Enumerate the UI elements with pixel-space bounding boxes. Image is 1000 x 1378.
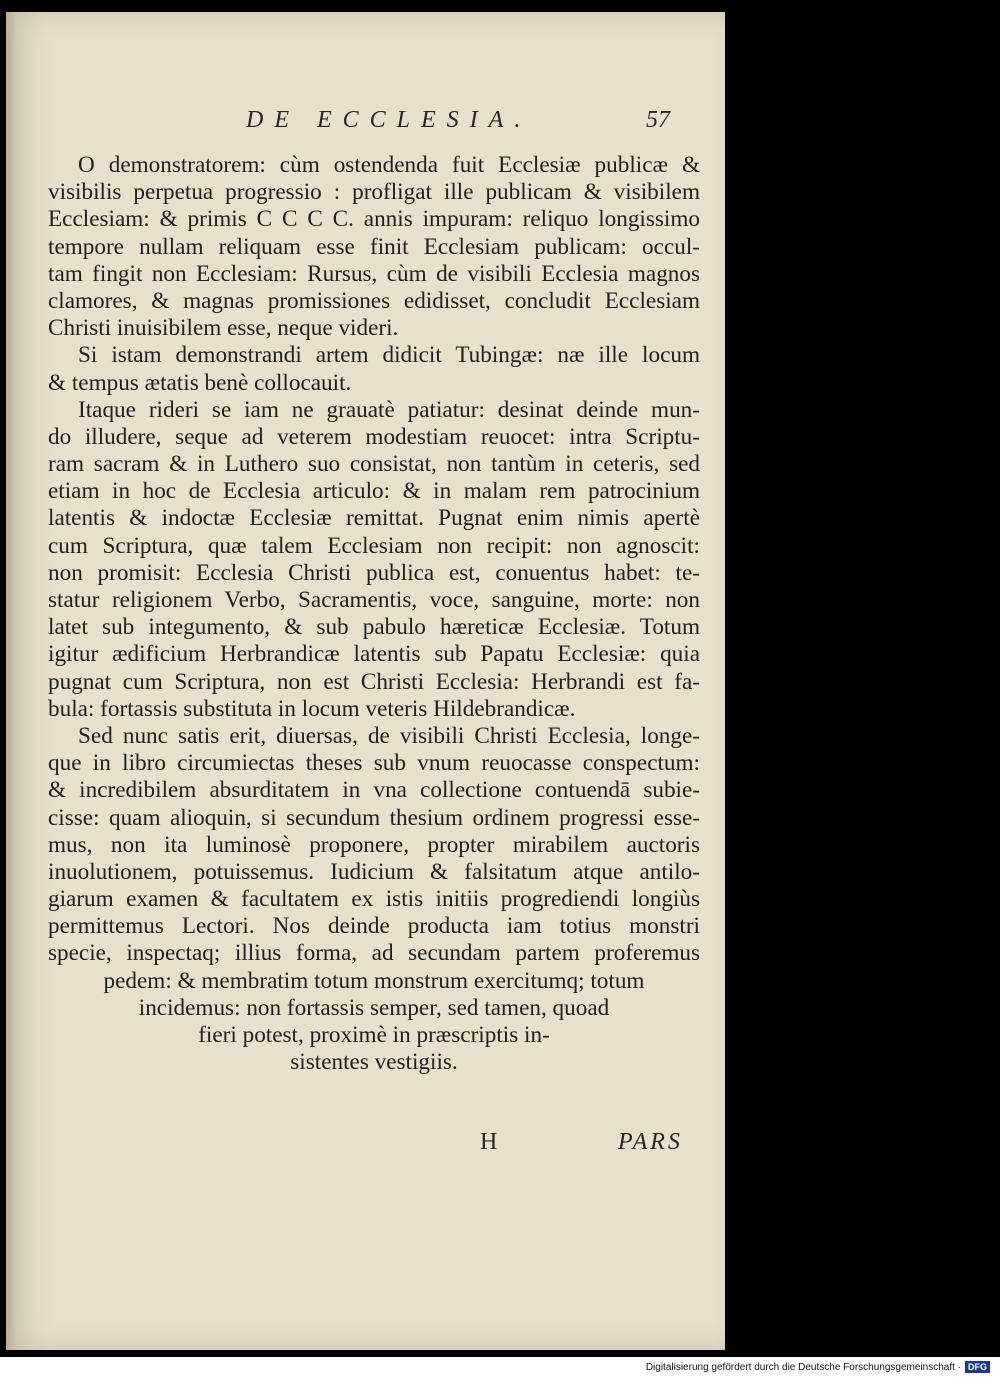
text-line: inuolutionem, potuissemus. Iudicium & falsitatum atque antilo- — [48, 858, 700, 885]
text-line: tam fingit non Ecclesiam: Rursus, cùm de visibili Ecclesia magnos — [48, 260, 700, 287]
text-line: non promisit: Ecclesia Christi publica est, conuentus habet: te- — [48, 559, 700, 586]
text-line: etiam in hoc de Ecclesia articulo: & in malam rem patrocinium — [48, 478, 700, 505]
text-line: latet sub integumento, & sub pabulo hæreticæ Ecclesiæ. Totum — [48, 614, 700, 641]
text-line: Sed nunc satis erit, diuersas, de visibili Christi Ecclesia, longe- — [78, 722, 700, 749]
text-line: specie, inspectaq; illius forma, ad secundam partem proferemus — [48, 940, 700, 967]
text-line-tapered: incidemus: non fortassis semper, sed tamen, quoad — [138, 994, 610, 1021]
text-line: cisse: quam alioquin, si secundum thesium ordinem progressi esse- — [48, 804, 700, 831]
signature-line — [6, 1129, 725, 1161]
text-line: O demonstratorem: cùm ostendenda fuit Ecclesiæ publicæ & — [78, 152, 700, 178]
text-line: latentis & indoctæ Ecclesiæ remittat. Pugnat enim nimis apertè — [48, 505, 700, 532]
page-number: 57 — [646, 107, 670, 133]
text-line: pugnat cum Scriptura, non est Christi Ecclesia: Herbrandi est fa- — [48, 668, 700, 695]
text-line: Itaque rideri se iam ne grauatè patiatur: desinat deinde mun- — [78, 396, 700, 423]
text-line-tapered: sistentes vestigiis. — [290, 1049, 458, 1076]
text-line: mus, non ita luminosè proponere, propter mirabilem auctoris — [48, 831, 700, 858]
running-head-title: DE ECCLESIA. — [246, 107, 532, 133]
text-line: clamores, & magnas promissiones edidisset, concludit Ecclesiam — [48, 287, 700, 314]
running-head — [6, 107, 725, 147]
text-line: cum Scriptura, quæ talem Ecclesiam non recipit: non agnoscit: — [48, 532, 700, 559]
text-line: & tempus ætatis benè collocauit. — [48, 369, 352, 396]
digitization-credit — [646, 1360, 990, 1374]
dfg-logo-icon[interactable]: DFG — [965, 1361, 990, 1373]
text-line-tapered: pedem: & membratim totum monstrum exercitumq; totum — [103, 967, 645, 994]
text-line: Christi inuisibilem esse, neque videri. — [48, 315, 399, 342]
book-page — [6, 12, 725, 1350]
text-line: do illudere, seque ad veterem modestiam reuocet: intra Scriptu- — [48, 423, 700, 450]
text-line: ram sacram & in Luthero suo consistat, non tantùm in ceteris, sed — [48, 451, 700, 478]
text-line: igitur ædificium Herbrandicæ latentis sub Papatu Ecclesiæ: quia — [48, 641, 700, 668]
catchword: PARS — [618, 1129, 683, 1155]
text-line: bula: fortassis substituta in locum veteris Hildebrandicæ. — [48, 695, 576, 722]
text-line: tempore nullam reliquam esse finit Ecclesiam publicam: occul- — [48, 233, 700, 260]
signature-mark: H — [480, 1129, 498, 1155]
text-line: Si istam demonstrandi artem didicit Tubingæ: næ ille locum — [78, 342, 700, 369]
text-line: & incredibilem absurditatem in vna collectione contuendā subie- — [48, 777, 700, 804]
text-line: que in libro circumiectas theses sub vnum reuocasse conspectum: — [48, 750, 700, 777]
text-line: Ecclesiam: & primis C C C C. annis impuram: reliquo longissimo — [48, 206, 700, 233]
text-line: visibilis perpetua progressio : profligat ille publicam & visibilem — [48, 179, 700, 206]
body-text — [48, 152, 700, 1076]
text-line: permittemus Lectori. Nos deinde producta iam totius monstri — [48, 913, 700, 940]
credit-text: Digitalisierung gefördert durch die Deutsche Forschungsgemeinschaft · — [645, 1361, 961, 1373]
text-line: statur religionem Verbo, Sacramentis, voce, sanguine, morte: non — [48, 587, 700, 613]
text-line-tapered: fieri potest, proximè in præscriptis in- — [198, 1022, 550, 1048]
text-line: giarum examen & facultatem ex istis initiis progrediendi longiùs — [48, 886, 700, 913]
